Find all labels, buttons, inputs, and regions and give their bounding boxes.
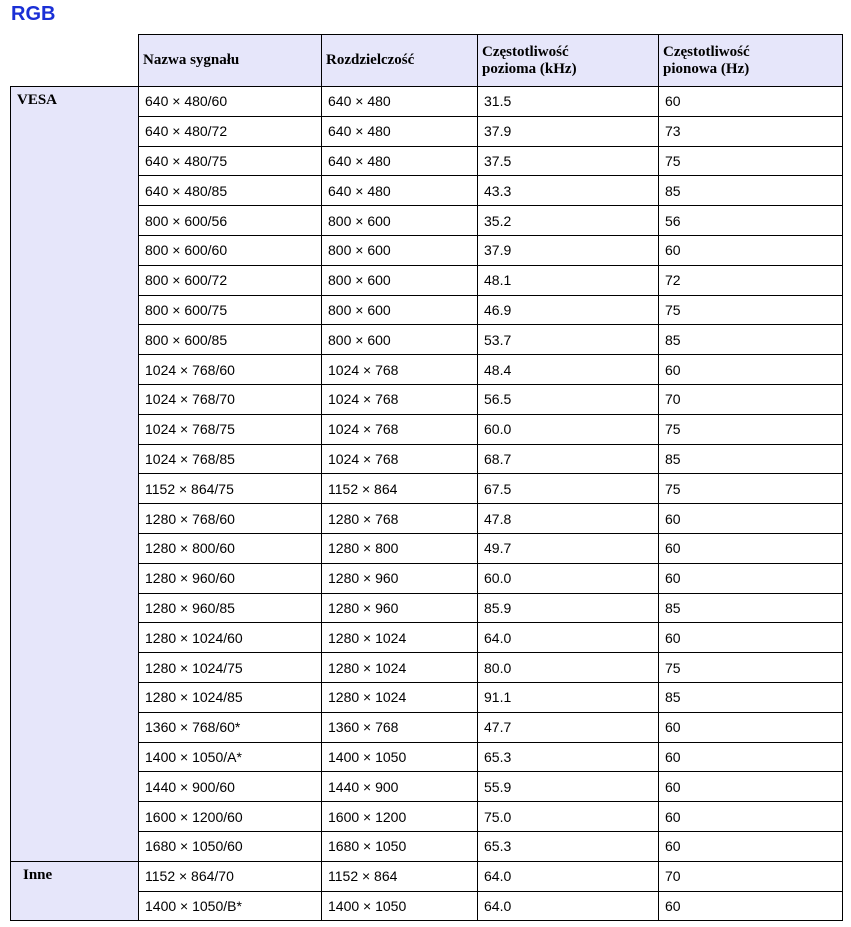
signal-name-cell: 1024 × 768/70	[139, 384, 322, 414]
signal-name-cell: 1680 × 1050/60	[139, 831, 322, 861]
vertical-frequency-cell: 75	[659, 653, 843, 683]
resolution-cell: 1280 × 1024	[322, 653, 478, 683]
resolution-cell: 1024 × 768	[322, 384, 478, 414]
resolution-cell: 800 × 600	[322, 295, 478, 325]
resolution-cell: 640 × 480	[322, 176, 478, 206]
vertical-frequency-cell: 60	[659, 742, 843, 772]
header-v-freq-line1: Częstotliwość	[663, 43, 750, 60]
vertical-frequency-cell: 85	[659, 444, 843, 474]
group-label: VESA	[11, 87, 139, 862]
signal-name-cell: 800 × 600/75	[139, 295, 322, 325]
signal-name-cell: 640 × 480/75	[139, 146, 322, 176]
horizontal-frequency-cell: 37.9	[478, 235, 659, 265]
page-title: RGB	[11, 3, 56, 25]
horizontal-frequency-cell: 91.1	[478, 682, 659, 712]
vertical-frequency-cell: 60	[659, 802, 843, 832]
horizontal-frequency-cell: 67.5	[478, 474, 659, 504]
horizontal-frequency-cell: 64.0	[478, 861, 659, 891]
signal-name-cell: 1280 × 1024/85	[139, 682, 322, 712]
signal-name-cell: 1280 × 768/60	[139, 504, 322, 534]
vertical-frequency-cell: 75	[659, 414, 843, 444]
header-h-freq-line1: Częstotliwość	[482, 43, 569, 60]
horizontal-frequency-cell: 55.9	[478, 772, 659, 802]
signal-name-cell: 1152 × 864/75	[139, 474, 322, 504]
vertical-frequency-cell: 60	[659, 355, 843, 385]
signal-name-cell: 1360 × 768/60*	[139, 712, 322, 742]
horizontal-frequency-cell: 46.9	[478, 295, 659, 325]
resolution-cell: 1280 × 800	[322, 533, 478, 563]
resolution-cell: 800 × 600	[322, 325, 478, 355]
horizontal-frequency-cell: 43.3	[478, 176, 659, 206]
resolution-cell: 1280 × 960	[322, 563, 478, 593]
vertical-frequency-cell: 75	[659, 146, 843, 176]
resolution-cell: 1600 × 1200	[322, 802, 478, 832]
horizontal-frequency-cell: 65.3	[478, 831, 659, 861]
signal-name-cell: 1024 × 768/75	[139, 414, 322, 444]
vertical-frequency-cell: 60	[659, 235, 843, 265]
vertical-frequency-cell: 56	[659, 206, 843, 236]
horizontal-frequency-cell: 37.9	[478, 116, 659, 146]
signal-name-cell: 800 × 600/60	[139, 235, 322, 265]
signal-name-cell: 1280 × 960/60	[139, 563, 322, 593]
signal-name-cell: 1280 × 1024/75	[139, 653, 322, 683]
table-row	[11, 87, 843, 117]
horizontal-frequency-cell: 35.2	[478, 206, 659, 236]
signal-name-cell: 1024 × 768/85	[139, 444, 322, 474]
resolution-cell: 640 × 480	[322, 116, 478, 146]
signal-name-cell: 640 × 480/72	[139, 116, 322, 146]
table-body	[11, 87, 843, 921]
signal-name-cell: 800 × 600/56	[139, 206, 322, 236]
signal-name-cell: 1024 × 768/60	[139, 355, 322, 385]
header-h-freq-line2: pozioma (kHz)	[482, 60, 577, 77]
vertical-frequency-cell: 85	[659, 593, 843, 623]
group-label: Inne	[11, 861, 139, 921]
resolution-cell: 1024 × 768	[322, 444, 478, 474]
resolution-cell: 640 × 480	[322, 87, 478, 117]
vertical-frequency-cell: 85	[659, 325, 843, 355]
signal-table	[10, 34, 843, 921]
header-resolution: Rozdzielczość	[322, 35, 478, 87]
vertical-frequency-cell: 60	[659, 623, 843, 653]
vertical-frequency-cell: 60	[659, 87, 843, 117]
vertical-frequency-cell: 75	[659, 295, 843, 325]
vertical-frequency-cell: 60	[659, 831, 843, 861]
vertical-frequency-cell: 60	[659, 563, 843, 593]
table-row	[11, 861, 843, 891]
signal-name-cell: 1280 × 960/85	[139, 593, 322, 623]
vertical-frequency-cell: 70	[659, 861, 843, 891]
resolution-cell: 1680 × 1050	[322, 831, 478, 861]
horizontal-frequency-cell: 85.9	[478, 593, 659, 623]
resolution-cell: 1400 × 1050	[322, 891, 478, 921]
horizontal-frequency-cell: 47.7	[478, 712, 659, 742]
signal-name-cell: 640 × 480/85	[139, 176, 322, 206]
vertical-frequency-cell: 85	[659, 176, 843, 206]
header-horizontal-frequency	[478, 35, 659, 87]
vertical-frequency-cell: 60	[659, 533, 843, 563]
resolution-cell: 1400 × 1050	[322, 742, 478, 772]
signal-name-cell: 1400 × 1050/B*	[139, 891, 322, 921]
vertical-frequency-cell: 70	[659, 384, 843, 414]
vertical-frequency-cell: 75	[659, 474, 843, 504]
horizontal-frequency-cell: 60.0	[478, 563, 659, 593]
signal-name-cell: 1600 × 1200/60	[139, 802, 322, 832]
resolution-cell: 1280 × 960	[322, 593, 478, 623]
resolution-cell: 1152 × 864	[322, 861, 478, 891]
horizontal-frequency-cell: 49.7	[478, 533, 659, 563]
resolution-cell: 800 × 600	[322, 235, 478, 265]
resolution-cell: 1024 × 768	[322, 414, 478, 444]
vertical-frequency-cell: 72	[659, 265, 843, 295]
signal-name-cell: 1440 × 900/60	[139, 772, 322, 802]
horizontal-frequency-cell: 48.4	[478, 355, 659, 385]
signal-name-cell: 1152 × 864/70	[139, 861, 322, 891]
horizontal-frequency-cell: 68.7	[478, 444, 659, 474]
horizontal-frequency-cell: 80.0	[478, 653, 659, 683]
resolution-cell: 1440 × 900	[322, 772, 478, 802]
header-vertical-frequency	[659, 35, 843, 87]
resolution-cell: 640 × 480	[322, 146, 478, 176]
signal-name-cell: 1280 × 800/60	[139, 533, 322, 563]
header-signal-name: Nazwa sygnału	[139, 35, 322, 87]
horizontal-frequency-cell: 56.5	[478, 384, 659, 414]
horizontal-frequency-cell: 64.0	[478, 891, 659, 921]
header-corner	[11, 35, 139, 87]
signal-name-cell: 1400 × 1050/A*	[139, 742, 322, 772]
horizontal-frequency-cell: 60.0	[478, 414, 659, 444]
resolution-cell: 800 × 600	[322, 265, 478, 295]
vertical-frequency-cell: 60	[659, 891, 843, 921]
vertical-frequency-cell: 60	[659, 504, 843, 534]
resolution-cell: 1152 × 864	[322, 474, 478, 504]
horizontal-frequency-cell: 53.7	[478, 325, 659, 355]
horizontal-frequency-cell: 75.0	[478, 802, 659, 832]
signal-name-cell: 1280 × 1024/60	[139, 623, 322, 653]
horizontal-frequency-cell: 48.1	[478, 265, 659, 295]
table-header-row	[11, 35, 843, 87]
resolution-cell: 1280 × 768	[322, 504, 478, 534]
resolution-cell: 1280 × 1024	[322, 682, 478, 712]
signal-name-cell: 800 × 600/85	[139, 325, 322, 355]
horizontal-frequency-cell: 37.5	[478, 146, 659, 176]
vertical-frequency-cell: 60	[659, 772, 843, 802]
vertical-frequency-cell: 85	[659, 682, 843, 712]
resolution-cell: 1280 × 1024	[322, 623, 478, 653]
horizontal-frequency-cell: 47.8	[478, 504, 659, 534]
signal-name-cell: 640 × 480/60	[139, 87, 322, 117]
resolution-cell: 800 × 600	[322, 206, 478, 236]
resolution-cell: 1360 × 768	[322, 712, 478, 742]
vertical-frequency-cell: 73	[659, 116, 843, 146]
header-v-freq-line2: pionowa (Hz)	[663, 60, 750, 77]
horizontal-frequency-cell: 64.0	[478, 623, 659, 653]
horizontal-frequency-cell: 31.5	[478, 87, 659, 117]
horizontal-frequency-cell: 65.3	[478, 742, 659, 772]
vertical-frequency-cell: 60	[659, 712, 843, 742]
signal-name-cell: 800 × 600/72	[139, 265, 322, 295]
resolution-cell: 1024 × 768	[322, 355, 478, 385]
